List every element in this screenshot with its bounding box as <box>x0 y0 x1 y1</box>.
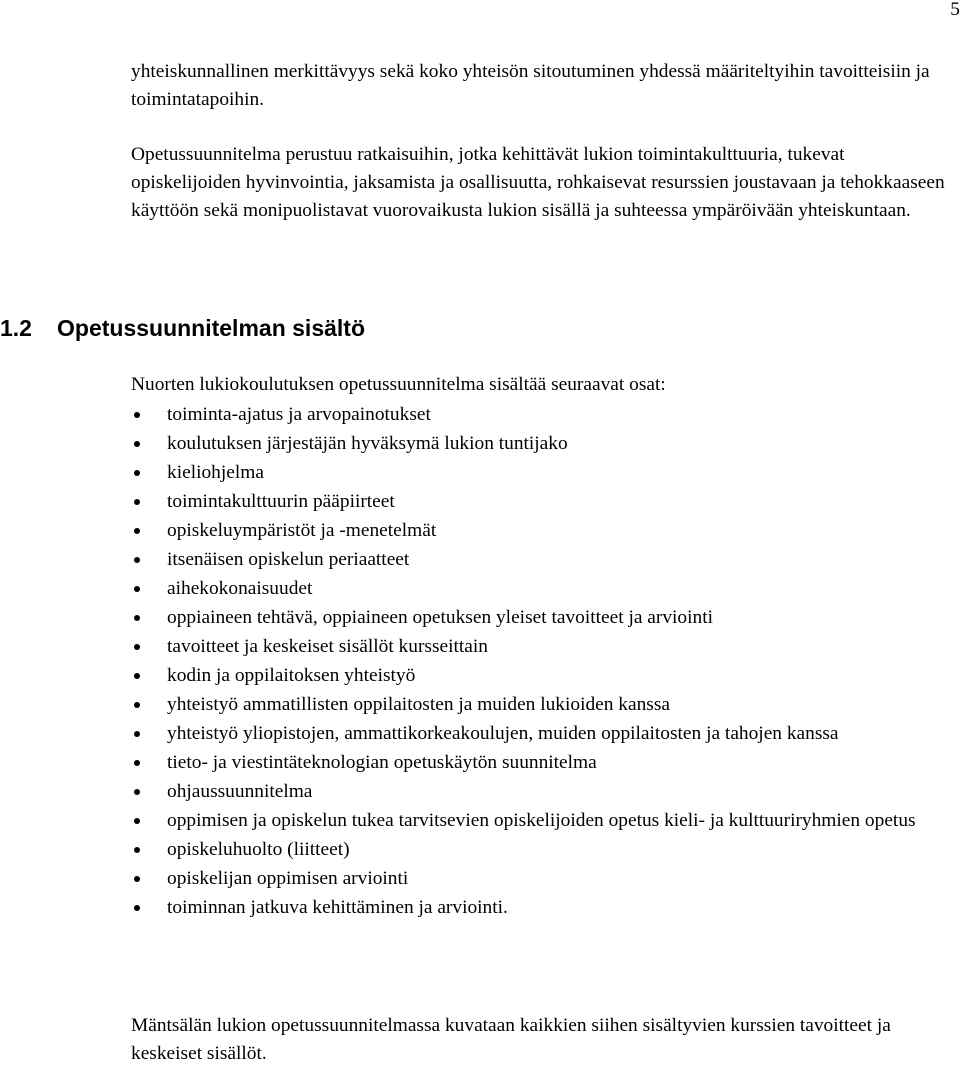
list-item-text: toiminta-ajatus ja arvopainotukset <box>167 404 431 425</box>
list-item <box>131 488 951 517</box>
list-item <box>131 430 951 459</box>
contents-bullet-list <box>131 401 951 923</box>
list-item-text: tavoitteet ja keskeiset sisällöt kursseittain <box>167 636 488 657</box>
list-item-text: kodin ja oppilaitoksen yhteistyö <box>167 665 416 686</box>
list-item-text: opiskeluympäristöt ja -menetelmät <box>167 520 437 541</box>
closing-paragraph: Mäntsälän lukion opetussuunnitelmassa kuvataan kaikkien siihen sisältyvien kurssien tavoitteet ja keskeiset sisällöt. <box>131 1015 891 1064</box>
bullet-dot-icon <box>134 441 140 447</box>
bullet-dot-icon <box>134 499 140 505</box>
list-item <box>131 778 951 807</box>
list-item <box>131 604 951 633</box>
bullet-dot-icon <box>134 528 140 534</box>
bullet-dot-icon <box>134 586 140 592</box>
bullet-dot-icon <box>134 644 140 650</box>
bullet-dot-icon <box>134 615 140 621</box>
list-item-text: aihekokonaisuudet <box>167 578 313 599</box>
list-item-text: oppiaineen tehtävä, oppiaineen opetuksen yleiset tavoitteet ja arviointi <box>167 607 713 628</box>
list-item-text: opiskeluhuolto (liitteet) <box>167 839 350 860</box>
list-item-text: yhteistyö ammatillisten oppilaitosten ja muiden lukioiden kanssa <box>167 694 671 715</box>
list-item <box>131 575 951 604</box>
page-number: 5 <box>950 0 960 20</box>
section-number: 1.2 <box>0 315 32 341</box>
section-heading <box>0 314 365 342</box>
list-item-text: oppimisen ja opiskelun tukea tarvitsevien opiskelijoiden opetus kieli- ja kulttuuriryhmien opetus <box>167 810 916 831</box>
list-item <box>131 865 951 894</box>
bullet-dot-icon <box>134 876 140 882</box>
bullet-dot-icon <box>134 702 140 708</box>
list-item-text: kieliohjelma <box>167 462 264 483</box>
list-item <box>131 691 951 720</box>
list-item-text: opiskelijan oppimisen arviointi <box>167 868 409 889</box>
list-item <box>131 459 951 488</box>
section-title: Opetussuunnitelman sisältö <box>57 315 365 341</box>
bullet-dot-icon <box>134 818 140 824</box>
list-item <box>131 749 951 778</box>
list-item-text: toimintakulttuurin pääpiirteet <box>167 491 395 512</box>
bullet-dot-icon <box>134 847 140 853</box>
list-item <box>131 662 951 691</box>
intro-continuation-paragraph: yhteiskunnallinen merkittävyys sekä koko yhteisön sitoutuminen yhdessä määriteltyihin tavoitteisiin ja toimintatapoihin. <box>131 61 930 110</box>
bullet-dot-icon <box>134 731 140 737</box>
list-item <box>131 720 951 749</box>
list-item-text: tieto- ja viestintäteknologian opetuskäytön suunnitelma <box>167 752 597 773</box>
list-item <box>131 517 951 546</box>
list-item <box>131 633 951 662</box>
list-item <box>131 401 951 430</box>
list-item-text: koulutuksen järjestäjän hyväksymä lukion tuntijako <box>167 433 568 454</box>
list-item <box>131 836 951 865</box>
list-lead-paragraph: Nuorten lukiokoulutuksen opetussuunnitelma sisältää seuraavat osat: <box>131 374 666 395</box>
list-item-text: toiminnan jatkuva kehittäminen ja arviointi. <box>167 897 508 918</box>
bullet-dot-icon <box>134 470 140 476</box>
list-item <box>131 546 951 575</box>
bullet-dot-icon <box>134 557 140 563</box>
list-item-text: itsenäisen opiskelun periaatteet <box>167 549 410 570</box>
bullet-dot-icon <box>134 760 140 766</box>
list-item <box>131 894 951 923</box>
list-item-text: ohjaussuunnitelma <box>167 781 313 802</box>
curriculum-basis-paragraph: Opetussuunnitelma perustuu ratkaisuihin, jotka kehittävät lukion toimintakulttuuria, tukevat opiskelijoiden hyvinvointia, jaksamista ja osallisuutta, rohkaisevat resurssien joustavaan ja tehokkaaseen käyttöön sekä monipuolistavat vuorovaikusta lukion sisällä ja suhteessa ympäröivään yhteiskuntaan. <box>131 144 945 221</box>
bullet-dot-icon <box>134 789 140 795</box>
list-item-text: yhteistyö yliopistojen, ammattikorkeakoulujen, muiden oppilaitosten ja tahojen kanssa <box>167 723 839 744</box>
list-item <box>131 807 951 836</box>
bullet-dot-icon <box>134 673 140 679</box>
bullet-dot-icon <box>134 412 140 418</box>
bullet-dot-icon <box>134 905 140 911</box>
